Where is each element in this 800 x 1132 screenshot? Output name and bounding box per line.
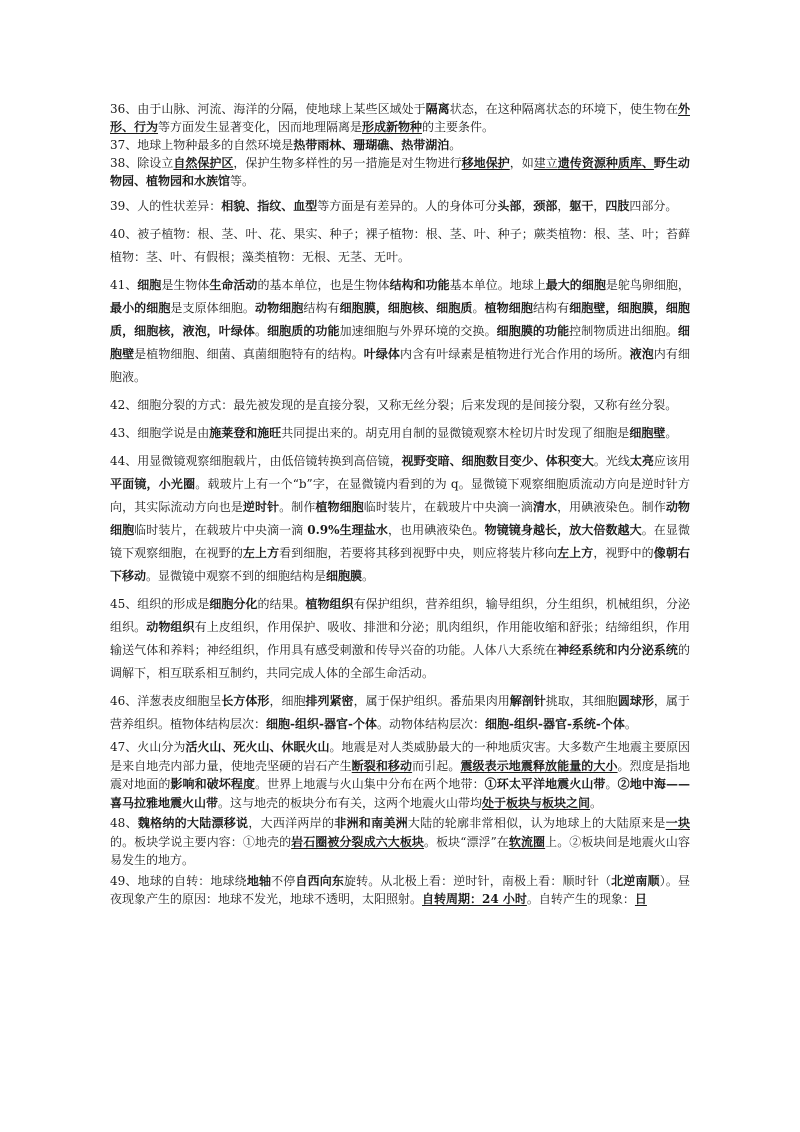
text-segment: 形成新物种 — [362, 120, 423, 134]
text-segment: 不停 — [271, 873, 296, 888]
text-segment: 的结果。 — [257, 597, 306, 611]
text-segment: 。世界上地震与火山集中分布在两个地带： — [255, 777, 485, 791]
text-segment: 动物细胞 — [255, 301, 304, 315]
text-segment: 太亮 — [629, 454, 654, 468]
text-segment: 内含有叶绿素是植物进行光合作用的场所。 — [400, 347, 630, 361]
text-segment: 长方体形 — [221, 694, 270, 708]
text-segment: 野生动物园、植物园和水族馆 — [110, 156, 690, 188]
text-segment: ， — [557, 199, 570, 213]
text-segment: 日 — [634, 892, 647, 906]
text-segment: 。地震是对人类威胁最大的一种地质灾害。大多数产生地震主要原因是来自地壳内部力量，使地壳坚硬的岩石产生 — [110, 740, 690, 773]
text-segment: 。显微镜中观察不到的细胞结构是 — [146, 569, 327, 583]
document-page — [110, 100, 690, 909]
text-segment: 自转周期：24 小时 — [422, 892, 527, 906]
text-segment: 魏格纳的大陆漂移说 — [137, 816, 249, 830]
text-segment: 。板块“漂浮”在 — [424, 834, 509, 849]
item-40 — [110, 223, 690, 269]
text-segment: 最小的细胞 — [110, 301, 171, 315]
text-segment: 上。②板块间是地震火山容易发生的地方。 — [110, 834, 690, 867]
text-segment: 43、细胞学说是由 — [110, 426, 210, 440]
text-segment: 临时装片，在载玻片中央滴一滴 — [363, 500, 533, 514]
text-segment: 结构有 — [303, 301, 340, 315]
text-segment: 影响和破坏程度 — [170, 777, 256, 791]
text-segment: 液泡 — [629, 347, 654, 361]
text-segment: 挑取，其细胞 — [545, 694, 618, 708]
text-segment: 细胞壁 — [629, 426, 666, 440]
text-segment: 36、由于山脉、河流、海洋的分隔，使地球上某些区域处于 — [110, 102, 426, 116]
item-44 — [110, 450, 690, 588]
text-segment: 。这与地壳的板块分布有关，这两个地震火山带均 — [218, 795, 483, 810]
text-segment: 断裂和移动 — [351, 758, 413, 773]
text-segment: 等方面是有差异的。人的身体可分 — [317, 199, 498, 213]
text-segment: 细胞壁 — [110, 324, 690, 361]
text-segment: 的主要条件。 — [422, 120, 495, 134]
text-segment: 状态，在这种隔离状态的环境下，使生物在 — [449, 102, 678, 116]
text-segment: 是植物细胞、细菌、真菌细胞特有的结构。 — [134, 347, 364, 361]
text-segment: 是鸵鸟卵细胞， — [605, 278, 690, 292]
text-segment: 细胞壁，细胞膜，细胞质，细胞核，液泡，叶绿体 — [110, 301, 690, 338]
text-segment: 40、被子植物：根、茎、叶、花、果实、种子；裸子植物：根、茎、叶、种子；蕨类植物：根、茎、叶；苔藓植物：茎、叶、有假根；藻类植物：无根、无茎、无叶。 — [110, 227, 690, 264]
text-segment: 。 — [472, 301, 485, 315]
text-segment: 左上方 — [557, 546, 594, 560]
text-segment: 自西向东 — [295, 873, 344, 888]
item-47 — [110, 738, 690, 812]
text-segment: 平面镜，小光圈 — [110, 477, 196, 491]
text-segment: 生命活动 — [209, 278, 258, 292]
text-segment: 。 — [605, 777, 618, 791]
text-segment: 视野变暗、细胞数目变少、体积变大 — [401, 454, 594, 468]
text-segment: 建立 — [533, 156, 558, 170]
item-48 — [110, 814, 690, 870]
text-segment: 42、细胞分裂的方式：最先被发现的是直接分裂，又称无丝分裂；后来发现的是间接分裂，又称有丝分裂。 — [110, 398, 678, 412]
text-segment: ，也用碘液染色。 — [387, 523, 485, 537]
text-segment: 相貌、指纹、血型 — [221, 199, 318, 213]
text-segment: 左上方 — [242, 546, 280, 560]
text-segment: 非洲和南美洲 — [334, 816, 408, 830]
text-segment: 施莱登和施旺 — [209, 426, 282, 440]
item-36 — [110, 100, 690, 136]
text-segment: 45、组织的形成是 — [110, 597, 210, 611]
text-segment: 37、地球上物种最多的自然环境是 — [110, 138, 294, 152]
text-segment: 38、除设立 — [110, 156, 174, 170]
text-segment: ，细胞 — [269, 694, 306, 708]
text-segment: 物镜镜身越长，放大倍数越大 — [484, 523, 642, 537]
text-segment: 清水 — [532, 500, 558, 514]
text-segment: 。 — [590, 795, 603, 810]
text-segment: 遗传资源种质库、 — [557, 156, 654, 170]
text-segment: 植物组织 — [305, 597, 354, 611]
text-segment: 39、人的性状差异： — [110, 199, 222, 213]
text-segment: 共同提出来的。胡克用自制的显微镜观察木栓切片时发现了细胞是 — [281, 426, 630, 440]
text-segment: ，保护生物多样性的另一措施是对生物进行 — [233, 156, 462, 170]
text-segment: 。 — [362, 569, 375, 583]
item-37 — [110, 136, 690, 154]
text-segment: 是生物体 — [161, 278, 210, 292]
text-segment: 是支原体细胞。 — [170, 301, 255, 315]
item-46 — [110, 690, 690, 736]
text-segment: 一块 — [665, 816, 690, 830]
text-segment: 结构有 — [532, 301, 570, 315]
item-41 — [110, 274, 690, 389]
text-segment: 细胞-组织-器官-个体 — [266, 717, 377, 731]
text-segment: 基本单位。地球上 — [449, 278, 546, 292]
text-segment: 四部分。 — [629, 199, 678, 213]
text-segment: 49、地球的自转：地球绕 — [110, 873, 247, 888]
text-segment: 植物细胞 — [484, 301, 533, 315]
text-segment: 动物组织 — [146, 620, 195, 634]
text-segment: 大陆的轮廓非常相似，认为地球上的大陆原来是 — [407, 816, 666, 830]
text-segment: 像朝右下移动 — [110, 546, 690, 583]
item-42 — [110, 394, 690, 417]
text-segment: 热带雨林、珊瑚礁、热带湖泊 — [293, 138, 450, 152]
text-segment: 头部 — [497, 199, 522, 213]
text-segment: 细胞分化 — [209, 597, 258, 611]
text-segment: 。烈度是指地震对地面的 — [110, 758, 690, 791]
text-segment: 解剖针 — [509, 694, 546, 708]
text-segment: 等方面发生显著变化，因而地理隔离是 — [158, 120, 363, 134]
item-49 — [110, 872, 690, 909]
text-segment: 。 — [624, 717, 637, 731]
text-segment: ，属于保护组织。番茄果肉用 — [353, 694, 510, 708]
text-segment: 北逆南顺 — [611, 873, 660, 888]
text-segment: 旋转。从北极上看：逆时针，南极上看：顺时针（ — [344, 873, 612, 888]
text-segment: 逆时针 — [242, 500, 280, 514]
text-segment: 活火山、死火山、休眠火山 — [185, 740, 330, 754]
text-segment: 。 — [449, 138, 462, 152]
text-segment: 而引起。 — [412, 758, 461, 773]
item-39 — [110, 195, 690, 218]
text-segment: 44、用显微镜观察细胞载片，由低倍镜转换到高倍镜， — [110, 454, 402, 468]
text-segment: 躯干 — [569, 199, 594, 213]
text-segment: ，用碘液染色。制作 — [557, 500, 666, 514]
item-45 — [110, 593, 690, 685]
text-segment: 软流圈 — [508, 834, 546, 849]
text-segment: 细胞膜的功能 — [496, 324, 570, 338]
text-segment: 岩石圈被分裂成六大板块 — [291, 834, 424, 849]
text-segment: ②地中海——喜马拉雅地震火山带 — [110, 777, 690, 810]
text-segment: 。 — [255, 324, 268, 338]
text-segment: 41、 — [110, 278, 138, 292]
text-segment: 。载玻片上有一个“b”字，在显微镜内看到的为 q。显微镜下观察细胞质流动方向是逆时针方向，其实际流动方向也是 — [110, 477, 690, 514]
text-segment: 动物细胞 — [110, 500, 690, 537]
text-segment: 有保护组织，营养组织，输导组织，分生组织，机械组织，分泌组织。 — [110, 597, 690, 634]
text-segment: 结构和功能 — [389, 278, 450, 292]
text-segment: ，属于营养组织。植物体结构层次： — [110, 694, 690, 731]
text-segment: 外形、行为 — [110, 102, 690, 134]
text-segment: 0.9%生理盐水 — [307, 523, 388, 537]
text-segment: 。光线 — [593, 454, 630, 468]
text-segment: 震级表示地震释放能量的大小 — [460, 758, 618, 773]
text-segment: ， — [521, 199, 534, 213]
text-segment: 加速细胞与外界环境的交换。 — [339, 324, 497, 338]
text-segment: 地轴 — [246, 873, 272, 888]
text-segment: 叶绿体 — [363, 347, 401, 361]
text-segment: 有上皮组织，作用保护、吸收、排泄和分泌；肌肉组织，作用能收缩和舒张；结缔组织，作用输送气体和养料；神经组织，作用具有感受刺激和传导兴奋的功能。人体八大系统在 — [110, 620, 690, 657]
text-segment: 排列紧密 — [305, 694, 354, 708]
item-38 — [110, 154, 690, 190]
text-segment: 。 — [665, 426, 678, 440]
text-segment: 47、火山分为 — [110, 740, 186, 754]
text-segment: 。自转产生的现象： — [526, 892, 635, 906]
text-segment: 四肢 — [605, 199, 630, 213]
text-segment: 最大的细胞 — [545, 278, 606, 292]
text-segment: 等。 — [230, 174, 255, 188]
text-segment: ）。昼夜现象产生的原因：地球不发光，地球不透明，太阳照射。 — [110, 873, 690, 906]
item-43 — [110, 422, 690, 445]
text-segment: 植物细胞 — [315, 500, 364, 514]
text-segment: 神经系统和内分泌系统 — [557, 643, 678, 657]
text-segment: 自然保护区 — [173, 156, 234, 170]
text-segment: 的调解下，相互联系相互制约，共同完成人体的全部生命活动。 — [110, 643, 690, 680]
text-segment: 细胞质的功能 — [267, 324, 340, 338]
text-segment: 细胞-组织-器官-系统-个体 — [484, 717, 625, 731]
text-segment: 细胞膜 — [326, 569, 363, 583]
text-segment: 。制作 — [279, 500, 316, 514]
text-segment: 细胞膜，细胞核、细胞质 — [339, 301, 473, 315]
text-segment: 细胞 — [137, 278, 162, 292]
text-segment: 的基本单位，也是生物体 — [257, 278, 390, 292]
text-segment: 48、 — [110, 816, 138, 830]
text-segment: 隔离 — [425, 102, 450, 116]
text-segment: 临时装片，在载玻片中央滴一滴 — [134, 523, 308, 537]
text-segment: 圆球形 — [617, 694, 654, 708]
text-segment: 。在显微镜下观察细胞，在视野的 — [110, 523, 690, 560]
text-segment: ， — [593, 199, 606, 213]
text-segment: 内有细胞液。 — [110, 347, 690, 384]
text-segment: ，如 — [509, 156, 534, 170]
text-segment: 颈部 — [533, 199, 558, 213]
text-segment: 46、洋葱表皮细胞呈 — [110, 694, 222, 708]
text-segment: ①环太平洋地震火山带 — [484, 777, 606, 791]
text-segment: ，视野中的 — [593, 546, 654, 560]
text-segment: 控制物质进出细胞。 — [569, 324, 678, 338]
text-segment: 移地保护 — [461, 156, 510, 170]
text-segment: 。动物体结构层次： — [376, 717, 485, 731]
text-segment: ，大西洋两岸的 — [248, 816, 335, 830]
text-segment: 的。板块学说主要内容：①地壳的 — [110, 834, 292, 849]
text-segment: 看到细胞，若要将其移到视野中央，则应将装片移向 — [279, 546, 558, 560]
text-segment: 处于板块与板块之间 — [482, 795, 591, 810]
text-segment: 应该用 — [653, 454, 690, 468]
